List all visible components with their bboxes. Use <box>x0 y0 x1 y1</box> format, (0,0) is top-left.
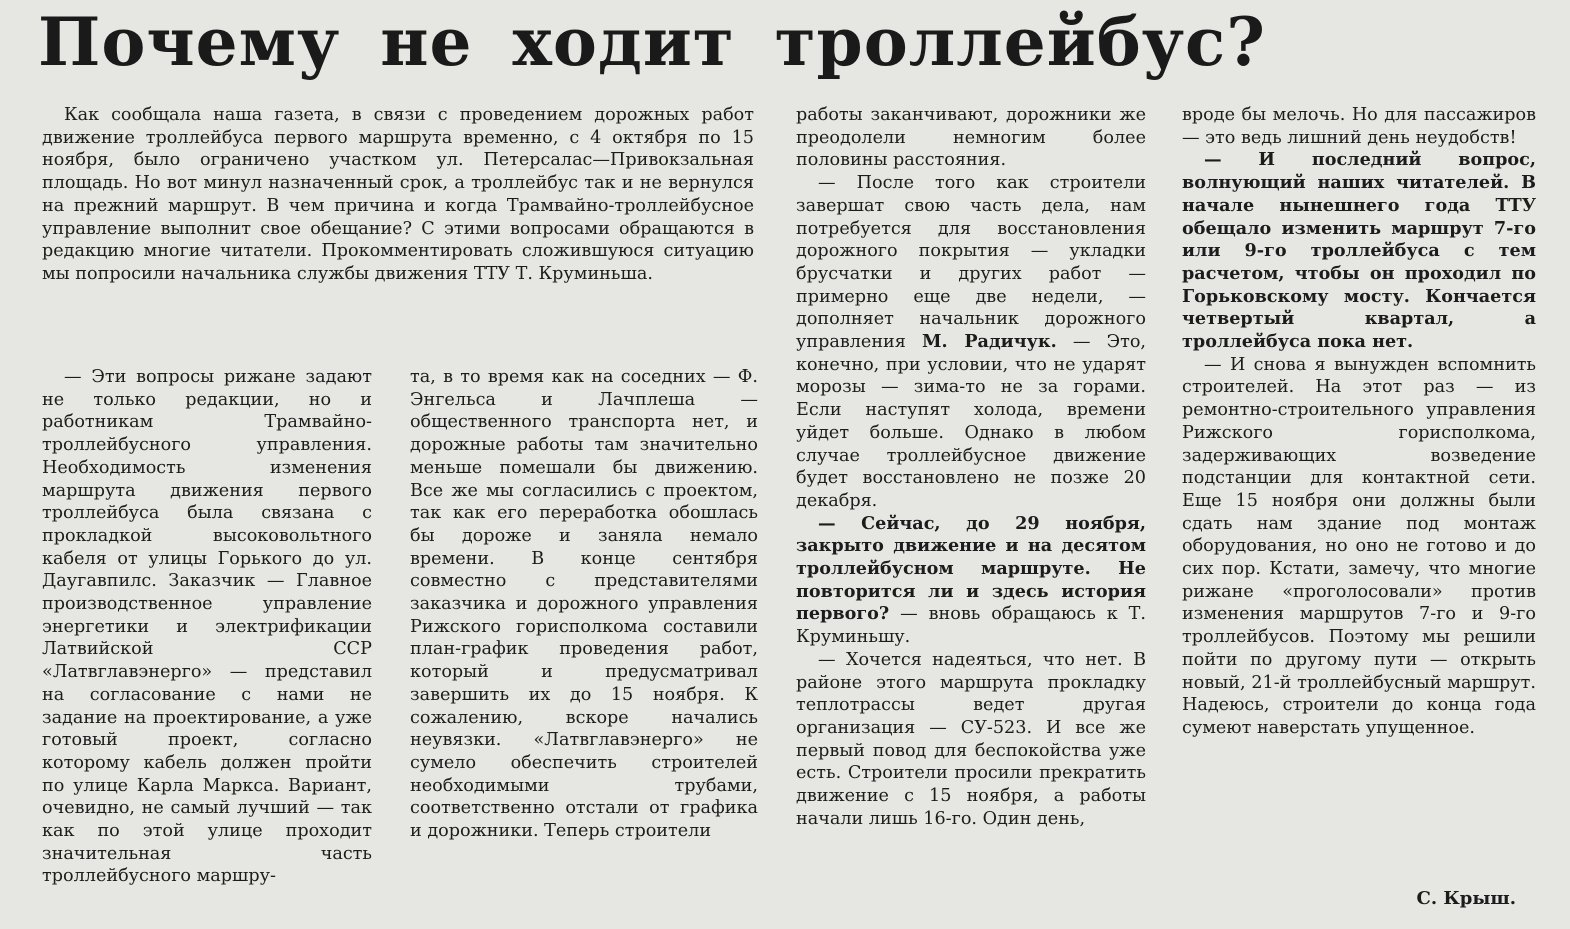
intro-text: Как сообщала наша газета, в связи с проведением дорожных работ движение троллейбуса первого маршрута временно, с 4 октября по 15 ноября, было ограничено участком ул. Петерсалас—Привокзальная площадь. Но вот минул назначенный срок, а троллейбус так и не вернулся на прежний маршрут. В чем причина и когда Трамвайно-троллейбусное управление выполнит свое обещание? С этими вопросами обращаются в редакцию многие читатели. Прокомментировать сложившуюся ситуацию мы попросили начальника службы движения ТТУ Т. Круминьша. <box>42 105 754 284</box>
column-1 <box>42 366 372 888</box>
column-2-text: та, в то время как на соседних — Ф. Энгельса и Лачплеша — общественного транспорта нет, и дорожные работы там значительно меньше помешали бы движению. Все же мы согласились с проектом, так как его переработка обошлась бы дороже и заняла немало времени. В конце сентября совместно с представителями заказчика и дорожного управления Рижского горисполкома составили план-график проведения работ, который и предусматривал завершить их до 15 ноября. К сожалению, вскоре начались неувязки. «Латвглавэнерго» не сумело обеспечить строителей необходимыми трубами, соответственно отстали от графика и дорожники. Теперь строители <box>410 367 758 842</box>
column-3-paragraph-3 <box>796 513 1146 649</box>
column-1-text: — Эти вопросы рижане задают не только редакции, но и работникам Трамвайно-троллейбусного управления. Необходимость изменения маршрута движения первого троллейбуса была связана с прокладкой высоковольтного кабеля от улицы Горького до ул. Даугавпилс. Заказчик — Главное производственное управление энергетики и электрификации Латвийской ССР «Латвглавэнерго» — представил на согласование с нами не задание на проектирование, а уже готовый проект, согласно которому кабель должен пройти по улице Карла Маркса. Вариант, очевидно, не самый лучший — так как по этой улице проходит значительная часть троллейбусного маршру- <box>42 367 372 887</box>
column-3-quote-b: — Это, конечно, при условии, что не ударят морозы — зима-то не за горами. Если наступят холода, времени уйдет больше. Однако в любом случае троллейбусное движение будет восстановлено не позже 20 декабря. <box>796 332 1146 511</box>
column-4 <box>1182 104 1536 740</box>
column-3 <box>796 104 1146 831</box>
column-3-paragraph-4: — Хочется надеяться, что нет. В районе этого маршрута прокладку теплотрассы ведет другая организация — СУ-523. И все же первый повод для беспокойства уже есть. Строители просили прекратить движение с 15 ноября, а работы начали лишь 16-го. Один день, <box>796 649 1146 829</box>
column-3-quote-a: — После того как строители завершат свою часть дела, нам потребуется для восстановления дорожного покрытия — укладки брусчатки и других работ — примерно еще две недели, — дополняет начальник дорожного управления <box>796 173 1146 353</box>
author-signature: С. Крыш. <box>1416 888 1516 909</box>
column-4-paragraph-3: — И снова я вынужден вспомнить строителей. На этот раз — из ремонтно-строительного управления Рижского горисполкома, задерживающих возведение подстанции для контактной сети. Еще 15 ноября они должны были сдать нам здание под монтаж оборудования, но оно не готово и до сих пор. Кстати, замечу, что многие рижане «проголосовали» против изменения маршрутов 7-го и 9-го троллейбусов. Поэтому мы решили пойти по другому пути — открыть новый, 21-й троллейбусный маршрут. Надеюсь, строители до конца года сумеют наверстать упущенное. <box>1182 354 1536 738</box>
column-3-paragraph-1: работы заканчивают, дорожники же преодолели немногим более половины расстояния. <box>796 105 1146 171</box>
intro-paragraph <box>42 104 754 286</box>
column-2 <box>410 366 758 843</box>
question-last: — И последний вопрос, волнующий наших читателей. В начале нынешнего года ТТУ обещало изменить маршрут 7-го или 9-го троллейбуса с тем расчетом, чтобы он проходил по Горьковскому мосту. Кончается четвертый квартал, а троллейбуса пока нет. <box>1182 149 1536 353</box>
question-tenth-route-tail: — вновь обращаюсь к Т. Круминьшу. <box>796 604 1146 648</box>
column-4-paragraph-1: вроде бы мелочь. Но для пассажиров — это ведь лишний день неудобств! <box>1182 105 1536 148</box>
person-name-radichuk: М. Радичук. <box>922 331 1057 353</box>
question-tenth-route: — Сейчас, до 29 ноября, закрыто движение и на десятом троллейбусном маршруте. Не повторится ли и здесь история первого? <box>796 512 1146 625</box>
headline: Почему не ходит троллейбус? <box>38 3 1266 81</box>
column-3-paragraph-2 <box>796 172 1146 513</box>
